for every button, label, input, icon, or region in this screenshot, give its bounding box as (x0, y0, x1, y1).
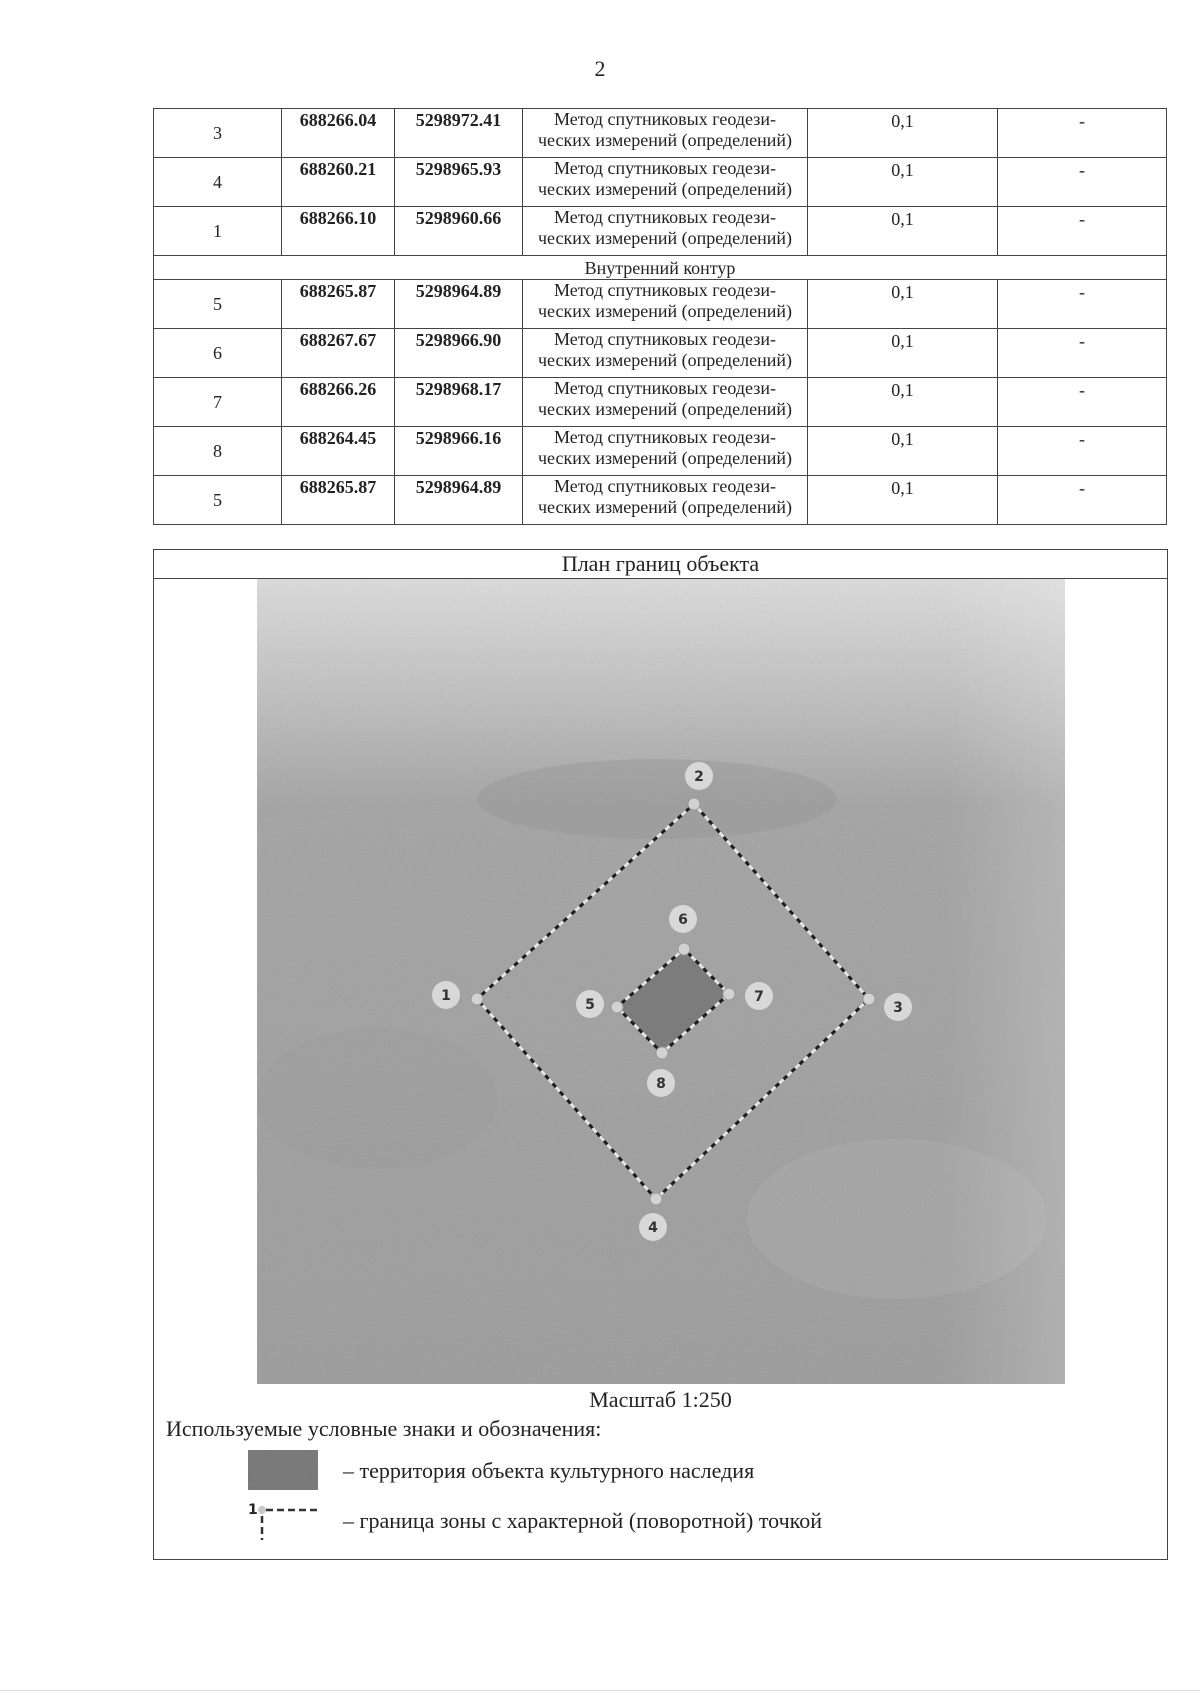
scale-label: Масштаб 1:250 (589, 1387, 732, 1412)
boundary-plan-svg (257, 579, 1065, 1384)
accuracy: 0,1 (808, 109, 998, 158)
page-number: 2 (594, 56, 606, 81)
table-row (154, 109, 1167, 158)
method-line-1: Метод спутниковых геодези- (554, 329, 776, 349)
point-number: 7 (154, 378, 282, 427)
point-label-6: 6 (678, 912, 688, 928)
coord-y: 5298964.89 (395, 476, 523, 525)
point-number: 4 (154, 158, 282, 207)
coord-x: 688266.26 (282, 378, 395, 427)
method (523, 158, 808, 207)
accuracy: 0,1 (808, 476, 998, 525)
plan-title: План границ объекта (154, 550, 1167, 579)
table-row (154, 158, 1167, 207)
other-value: - (998, 427, 1167, 476)
method-line-2: ческих измерений (определений) (537, 301, 792, 321)
point-number: 6 (154, 329, 282, 378)
point-label-2: 2 (694, 769, 704, 785)
method (523, 280, 808, 329)
accuracy: 0,1 (808, 378, 998, 427)
method-line-2: ческих измерений (определений) (537, 448, 792, 468)
coordinates-table (153, 108, 1167, 525)
coord-x: 688265.87 (282, 280, 395, 329)
point-label-3: 3 (893, 1000, 903, 1016)
coord-x: 688260.21 (282, 158, 395, 207)
coord-x: 688265.87 (282, 476, 395, 525)
table-section-row (154, 256, 1167, 280)
point-number: 8 (154, 427, 282, 476)
method-line-1: Метод спутниковых геодези- (554, 427, 776, 447)
method-line-1: Метод спутниковых геодези- (554, 109, 776, 129)
coord-y: 5298966.16 (395, 427, 523, 476)
page-bottom-rule (0, 1690, 1200, 1691)
table-row (154, 207, 1167, 256)
aerial-map (257, 579, 1065, 1384)
other-value: - (998, 476, 1167, 525)
coord-y: 5298965.93 (395, 158, 523, 207)
other-value: - (998, 378, 1167, 427)
method-line-2: ческих измерений (определений) (537, 350, 792, 370)
vertex-dot-6 (678, 943, 690, 955)
boundary-swatch-label: 1 (248, 1502, 258, 1518)
point-label-8: 8 (656, 1076, 666, 1092)
boundary-swatch (248, 1500, 318, 1540)
legend-title: Используемые условные знаки и обозначения: (166, 1416, 602, 1441)
vertex-dot-7 (723, 988, 735, 1000)
method (523, 378, 808, 427)
accuracy: 0,1 (808, 329, 998, 378)
method-line-2: ческих измерений (определений) (537, 179, 792, 199)
boundary-swatch-dot (258, 1506, 266, 1514)
vertex-dot-4 (650, 1193, 662, 1205)
coord-x: 688267.67 (282, 329, 395, 378)
coord-y: 5298972.41 (395, 109, 523, 158)
coord-y: 5298968.17 (395, 378, 523, 427)
method-line-2: ческих измерений (определений) (537, 130, 792, 150)
method (523, 427, 808, 476)
method (523, 207, 808, 256)
accuracy: 0,1 (808, 427, 998, 476)
method-line-1: Метод спутниковых геодези- (554, 476, 776, 496)
vertex-dot-1 (471, 993, 483, 1005)
coord-y: 5298966.90 (395, 329, 523, 378)
table-row (154, 476, 1167, 525)
method-line-2: ческих измерений (определений) (537, 497, 792, 517)
legend-text-boundary: – граница зоны с характерной (поворотной) точкой (343, 1508, 823, 1533)
point-number: 1 (154, 207, 282, 256)
other-value: - (998, 280, 1167, 329)
method-line-1: Метод спутниковых геодези- (554, 280, 776, 300)
coord-y: 5298964.89 (395, 280, 523, 329)
method-line-1: Метод спутниковых геодези- (554, 378, 776, 398)
method (523, 476, 808, 525)
method (523, 109, 808, 158)
point-label-5: 5 (585, 997, 595, 1013)
coord-x: 688264.45 (282, 427, 395, 476)
table-row (154, 329, 1167, 378)
coord-x: 688266.04 (282, 109, 395, 158)
point-number: 3 (154, 109, 282, 158)
section-title: Внутренний контур (154, 256, 1167, 280)
method-line-1: Метод спутниковых геодези- (554, 207, 776, 227)
accuracy: 0,1 (808, 158, 998, 207)
method (523, 329, 808, 378)
method-line-1: Метод спутниковых геодези- (554, 158, 776, 178)
coord-x: 688266.10 (282, 207, 395, 256)
other-value: - (998, 207, 1167, 256)
point-label-4: 4 (648, 1220, 658, 1236)
accuracy: 0,1 (808, 280, 998, 329)
table-row (154, 427, 1167, 476)
vertex-dot-3 (863, 993, 875, 1005)
table-row (154, 378, 1167, 427)
legend-text-territory: – территория объекта культурного наследия (343, 1458, 755, 1483)
vertex-dot-8 (656, 1047, 668, 1059)
vertex-dot-2 (688, 798, 700, 810)
territory-swatch (248, 1450, 318, 1490)
point-label-7: 7 (754, 989, 764, 1005)
point-number: 5 (154, 476, 282, 525)
other-value: - (998, 158, 1167, 207)
vertex-dot-5 (611, 1001, 623, 1013)
method-line-2: ческих измерений (определений) (537, 399, 792, 419)
point-number: 5 (154, 280, 282, 329)
coord-y: 5298960.66 (395, 207, 523, 256)
method-line-2: ческих измерений (определений) (537, 228, 792, 248)
accuracy: 0,1 (808, 207, 998, 256)
other-value: - (998, 329, 1167, 378)
plan-box (153, 549, 1168, 1560)
other-value: - (998, 109, 1167, 158)
point-label-1: 1 (441, 988, 451, 1004)
table-row (154, 280, 1167, 329)
